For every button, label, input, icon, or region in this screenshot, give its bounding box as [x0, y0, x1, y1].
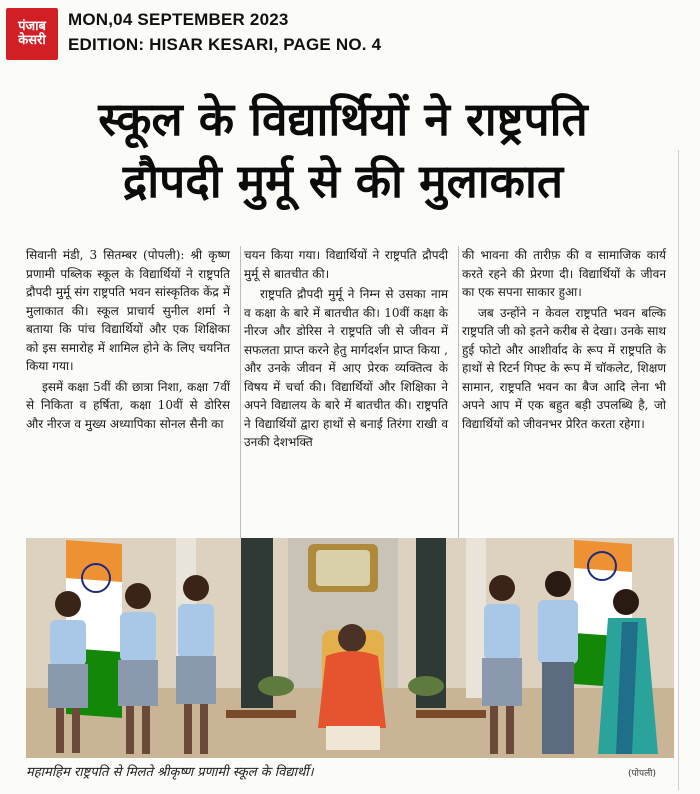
logo-line-2: केसरी — [18, 33, 46, 48]
paragraph: सिवानी मंडी, 3 सितम्बर (पोपली): श्री कृष्ण प्रणामी पब्लिक स्कूल के विद्यार्थियों ने राष्ट्रपति द्रौपदी मुर्मू संग राष्ट्रपति भवन सांस्कृतिक केंद्र में मुलाकात की। स्कूल प्राचार्य सुनील शर्मा ने बताया कि पांच विद्यार्थियों और एक शिक्षिका को इस समारोह में शामिल होने के लिए चयनित किया गया। — [26, 248, 230, 373]
punjab-kesari-logo — [6, 8, 58, 60]
headline-line-2: द्रौपदी मुर्मू से की मुलाकात — [122, 154, 564, 208]
photo-credit: (पोपली) — [628, 769, 657, 779]
paragraph: जब उन्होंने न केवल राष्ट्रपति भवन बल्कि राष्ट्रपति जी को इतने करीब से देखा। उनके साथ हुई फोटो और आशीर्वाद के रूप में राष्ट्रपति के हाथों से रिटर्न गिफ्ट के रूप में चॉकलेट, शिक्षण सामान, राष्ट्रपति भवन का बैज आदि लेना भी अपने आप में एक बहुत बड़ी उपलब्धि है, जो विद्यार्थियों को जीवनभर प्रेरित करता रहेगा। — [462, 305, 666, 431]
photo-caption: महामहिम राष्ट्रपति से मिलते श्रीकृष्ण प्रणामी स्कूल के विद्यार्थी। — [26, 765, 314, 780]
article-headline — [8, 88, 678, 212]
photo-illustration — [26, 538, 674, 758]
edition-info: EDITION: HISAR KESARI, PAGE NO. 4 — [68, 35, 382, 54]
paragraph: राष्ट्रपति द्रौपदी मुर्मू ने निम्न से उसका नाम व कक्षा के बारे में बातचीत की। 10वीं कक्षा के नीरज और डोरिस ने राष्ट्रपति जी से जीवन में सफलता प्राप्त करने हेतु मार्गदर्शन प्राप्त किया , और उनके जीवन में आए प्रेरक व्यक्तित्व के विषय में चर्चा की। विद्यार्थियों और शिक्षिका ने अपने विद्यालय के बारे में बातचीत की। राष्ट्रपति ने विद्यार्थियों द्वारा हाथों से बनाई तिरंगा राखी व उनकी देशभक्ति — [244, 287, 448, 449]
article-column-1 — [26, 246, 230, 548]
article-column-2 — [244, 246, 448, 548]
article-column-3 — [462, 246, 666, 548]
paragraph: इसमें कक्षा 5वीं की छात्रा निशा, कक्षा 7वीं से निकिता व हर्षिता, कक्षा 10वीं से डोरिस और नीरज व मुख्य अध्यापिका सोनल सैनी का — [26, 379, 230, 431]
article-photo — [26, 538, 674, 758]
headline-line-1: स्कूल के विद्यार्थियों ने राष्ट्रपति — [98, 92, 588, 146]
paragraph: की भावना की तारीफ़ की व सामाजिक कार्य करते रहने की प्रेरणा दी। विद्यार्थियों के जीवन का एक सपना साकार हुआ। — [462, 248, 666, 299]
publication-date: MON,04 SEPTEMBER 2023 — [68, 10, 289, 29]
page-header — [0, 0, 700, 70]
adjacent-article-divider — [678, 150, 679, 790]
paragraph: चयन किया गया। विद्यार्थियों ने राष्ट्रपति द्रौपदी मुर्मू से बातचीत की। — [244, 248, 448, 281]
logo-line-1: पंजाब — [18, 19, 46, 35]
article-body — [26, 246, 666, 548]
